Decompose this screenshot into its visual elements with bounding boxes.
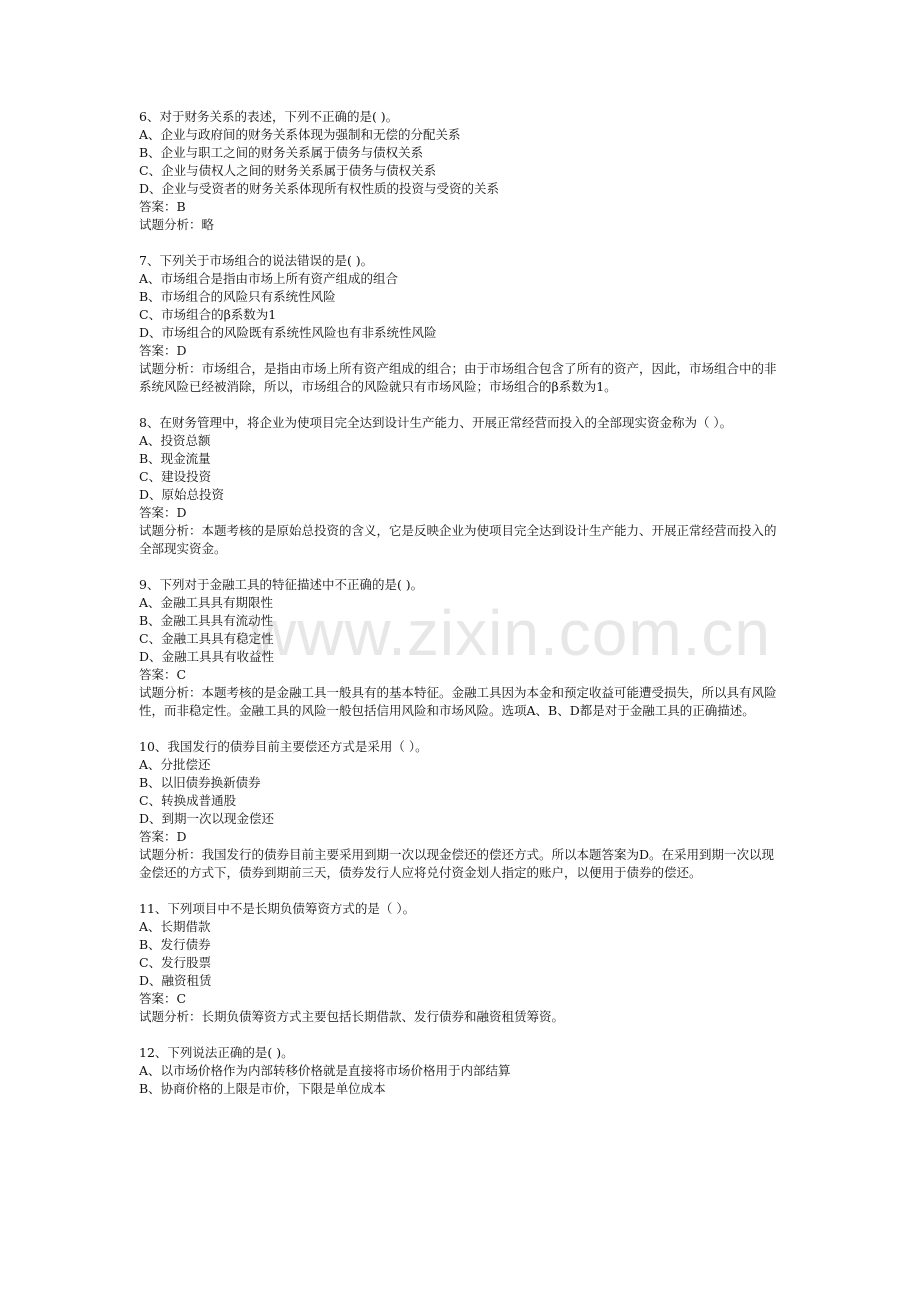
question-stem: 7、下列关于市场组合的说法错误的是( )。	[139, 253, 374, 268]
analysis: 试题分析：本题考核的是原始总投资的含义，它是反映企业为使项目完全达到设计生产能力、开展正常经营而投入的全部现实资金。	[139, 523, 777, 556]
option-b: B、企业与职工之间的财务关系属于债务与债权关系	[139, 145, 424, 160]
answer: 答案：B	[139, 199, 186, 214]
question-stem: 6、对于财务关系的表述，下列不正确的是( )。	[139, 109, 399, 124]
analysis: 试题分析：略	[139, 217, 215, 232]
question-stem: 10、我国发行的债券目前主要偿还方式是采用（ ）。	[139, 739, 428, 754]
option-c: C、金融工具具有稳定性	[139, 631, 274, 646]
analysis: 试题分析：市场组合，是指由市场上所有资产组成的组合；由于市场组合包含了所有的资产，因此，市场组合中的非系统风险已经被消除，所以，市场组合的风险就只有市场风险；市场组合的β系数为1。	[139, 361, 777, 394]
option-d: D、市场组合的风险既有系统性风险也有非系统性风险	[139, 325, 437, 340]
answer: 答案：D	[139, 343, 187, 358]
option-c: C、发行股票	[139, 955, 212, 970]
question-9	[139, 576, 784, 720]
option-a: A、金融工具具有期限性	[139, 595, 274, 610]
question-stem: 12、下列说法正确的是( )。	[139, 1045, 294, 1060]
option-a: A、以市场价格作为内部转移价格就是直接将市场价格用于内部结算	[139, 1063, 511, 1078]
option-d: D、到期一次以现金偿还	[139, 811, 275, 826]
question-10	[139, 738, 784, 882]
analysis: 试题分析：我国发行的债券目前主要采用到期一次以现金偿还的偿还方式。所以本题答案为D。在采用到期一次以现金偿还的方式下，债券到期前三天，债券发行人应将兑付资金划人指定的账户，以便用于债券的偿还。	[139, 847, 775, 880]
option-d: D、企业与受资者的财务关系体现所有权性质的投资与受资的关系	[139, 181, 500, 196]
analysis: 试题分析：本题考核的是金融工具一般具有的基本特征。金融工具因为本金和预定收益可能遭受损失，所以具有风险性，而非稳定性。金融工具的风险一般包括信用风险和市场风险。选项A、B、D都是对于金融工具的正确描述。	[139, 685, 777, 718]
question-8	[139, 414, 784, 558]
option-b: B、以旧债券换新债券	[139, 775, 261, 790]
option-b: B、现金流量	[139, 451, 211, 466]
question-11	[139, 900, 784, 1026]
option-b: B、协商价格的上限是市价，下限是单位成本	[139, 1081, 386, 1096]
option-a: A、企业与政府间的财务关系体现为强制和无偿的分配关系	[139, 127, 461, 142]
answer: 答案：D	[139, 505, 187, 520]
watermark: www.zixin.com.cn	[250, 597, 771, 669]
option-c: C、建设投资	[139, 469, 212, 484]
option-a: A、分批偿还	[139, 757, 211, 772]
answer: 答案：C	[139, 667, 187, 682]
option-b: B、金融工具具有流动性	[139, 613, 274, 628]
question-12	[139, 1044, 784, 1098]
option-a: A、投资总额	[139, 433, 211, 448]
option-c: C、企业与债权人之间的财务关系属于债务与债权关系	[139, 163, 437, 178]
option-d: D、融资租赁	[139, 973, 212, 988]
option-c: C、转换成普通股	[139, 793, 237, 808]
question-stem: 9、下列对于金融工具的特征描述中不正确的是( )。	[139, 577, 424, 592]
option-a: A、长期借款	[139, 919, 211, 934]
document-body	[139, 108, 784, 1116]
question-stem: 8、在财务管理中，将企业为使项目完全达到设计生产能力、开展正常经营而投入的全部现实资金称为（ ）。	[139, 415, 733, 430]
option-d: D、金融工具具有收益性	[139, 649, 275, 664]
option-d: D、原始总投资	[139, 487, 225, 502]
option-a: A、市场组合是指由市场上所有资产组成的组合	[139, 271, 399, 286]
question-6	[139, 108, 784, 234]
option-b: B、发行债券	[139, 937, 211, 952]
analysis: 试题分析：长期负债筹资方式主要包括长期借款、发行债券和融资租赁筹资。	[139, 1009, 565, 1024]
answer: 答案：D	[139, 829, 187, 844]
option-c: C、市场组合的β系数为1	[139, 307, 277, 322]
option-b: B、市场组合的风险只有系统性风险	[139, 289, 336, 304]
answer: 答案：C	[139, 991, 187, 1006]
question-stem: 11、下列项目中不是长期负债筹资方式的是（ ）。	[139, 901, 416, 916]
question-7	[139, 252, 784, 396]
